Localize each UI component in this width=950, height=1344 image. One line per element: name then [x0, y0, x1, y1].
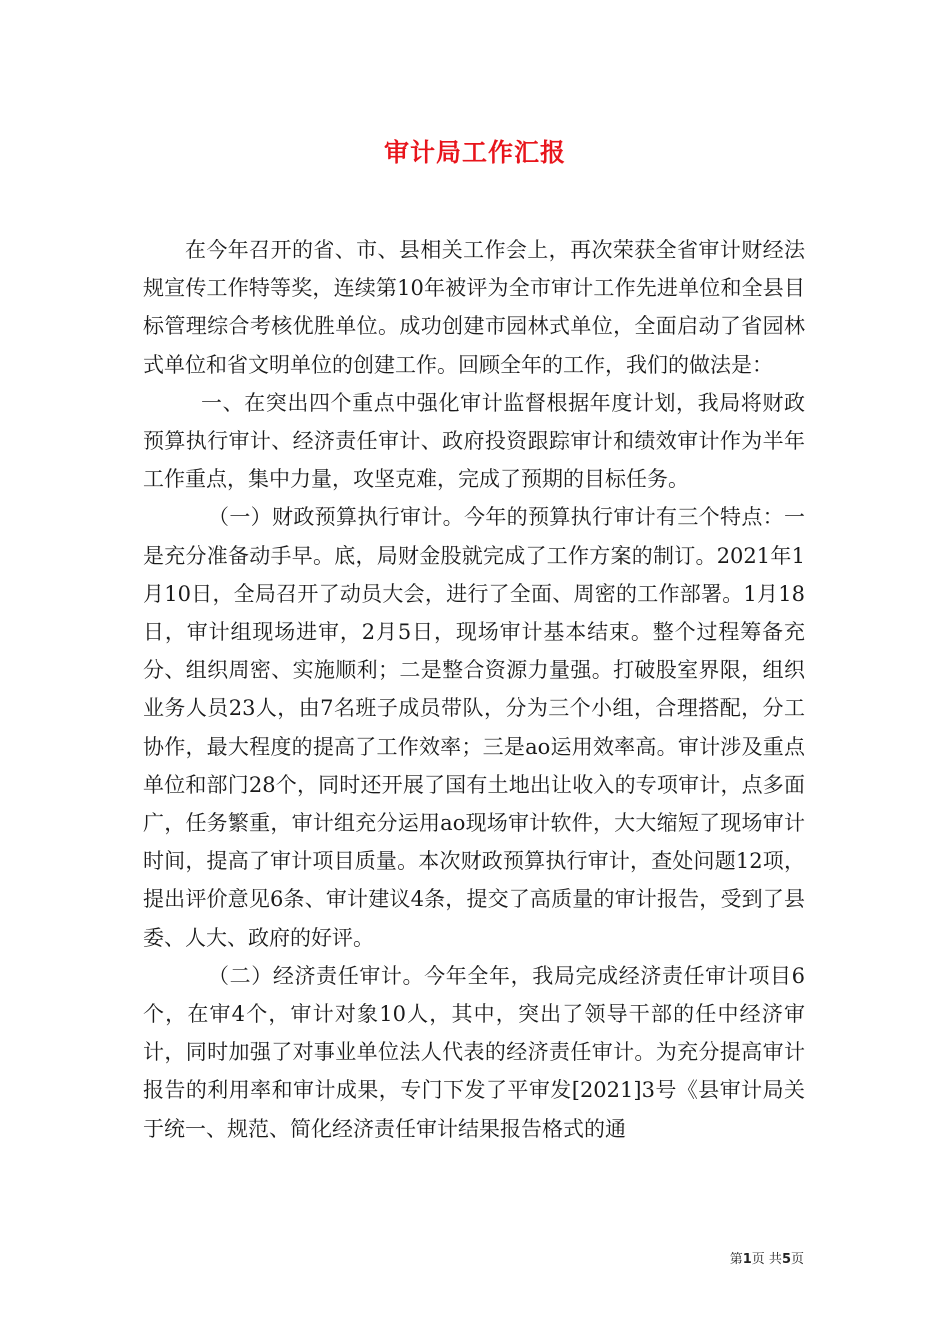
footer-prefix: 第 [729, 1252, 743, 1267]
document-title: 审计局工作汇报 [383, 138, 566, 167]
footer-middle: 页 共 [751, 1252, 782, 1267]
footer-current-page: 1 [742, 1252, 752, 1267]
page-number-footer [730, 1248, 804, 1267]
paragraph-budget-audit: （一）财政预算执行审计。今年的预算执行审计有三个特点：一是充分准备动手早。底，局财金股就完成了工作方案的制订。2021年1月10日，全局召开了动员大会，进行了全面、周密的工作部署。1月18日，审计组现场进审，2月5日，现场审计基本结束。整个过程筹备充分、组织周密、实施顺利；二是整合资源力量强。打破股室界限，组织业务人员23人，由7名班子成员带队，分为三个小组，合理搭配，分工协作，最大程度的提高了工作效率；三是ao运用效率高。审计涉及重点单位和部门28个，同时还开展了国有土地出让收入的专项审计，点多面广，任务繁重，审计组充分运用ao现场审计软件，大大缩短了现场审计时间，提高了审计项目质量。本次财政预算执行审计，查处问题12项，提出评价意见6条、审计建议4条，提交了高质量的审计报告，受到了县委、人大、政府的好评。 [143, 505, 805, 950]
paragraph-section-one: 一、在突出四个重点中强化审计监督根据年度计划，我局将财政预算执行审计、经济责任审计、政府投资跟踪审计和绩效审计作为半年工作重点，集中力量，攻坚克难，完成了预期的目标任务。 [143, 390, 805, 492]
document-body [143, 231, 805, 1148]
paragraph-intro: 在今年召开的省、市、县相关工作会上，再次荣获全省审计财经法规宣传工作特等奖，连续第10年被评为全市审计工作先进单位和全县目标管理综合考核优胜单位。成功创建市园林式单位，全面启动了省园林式单位和省文明单位的创建工作。回顾全年的工作，我们的做法是： [143, 238, 805, 377]
footer-suffix: 页 [790, 1252, 804, 1267]
footer-total-pages: 5 [781, 1252, 791, 1267]
paragraph-economic-responsibility-audit: （二）经济责任审计。今年全年，我局完成经济责任审计项目6个，在审4个，审计对象10人，其中，突出了领导干部的任中经济审计，同时加强了对事业单位法人代表的经济责任审计。为充分提高审计报告的利用率和审计成果，专门下发了平审发[2021]3号《县审计局关于统一、规范、简化经济责任审计结果报告格式的通 [143, 963, 805, 1141]
